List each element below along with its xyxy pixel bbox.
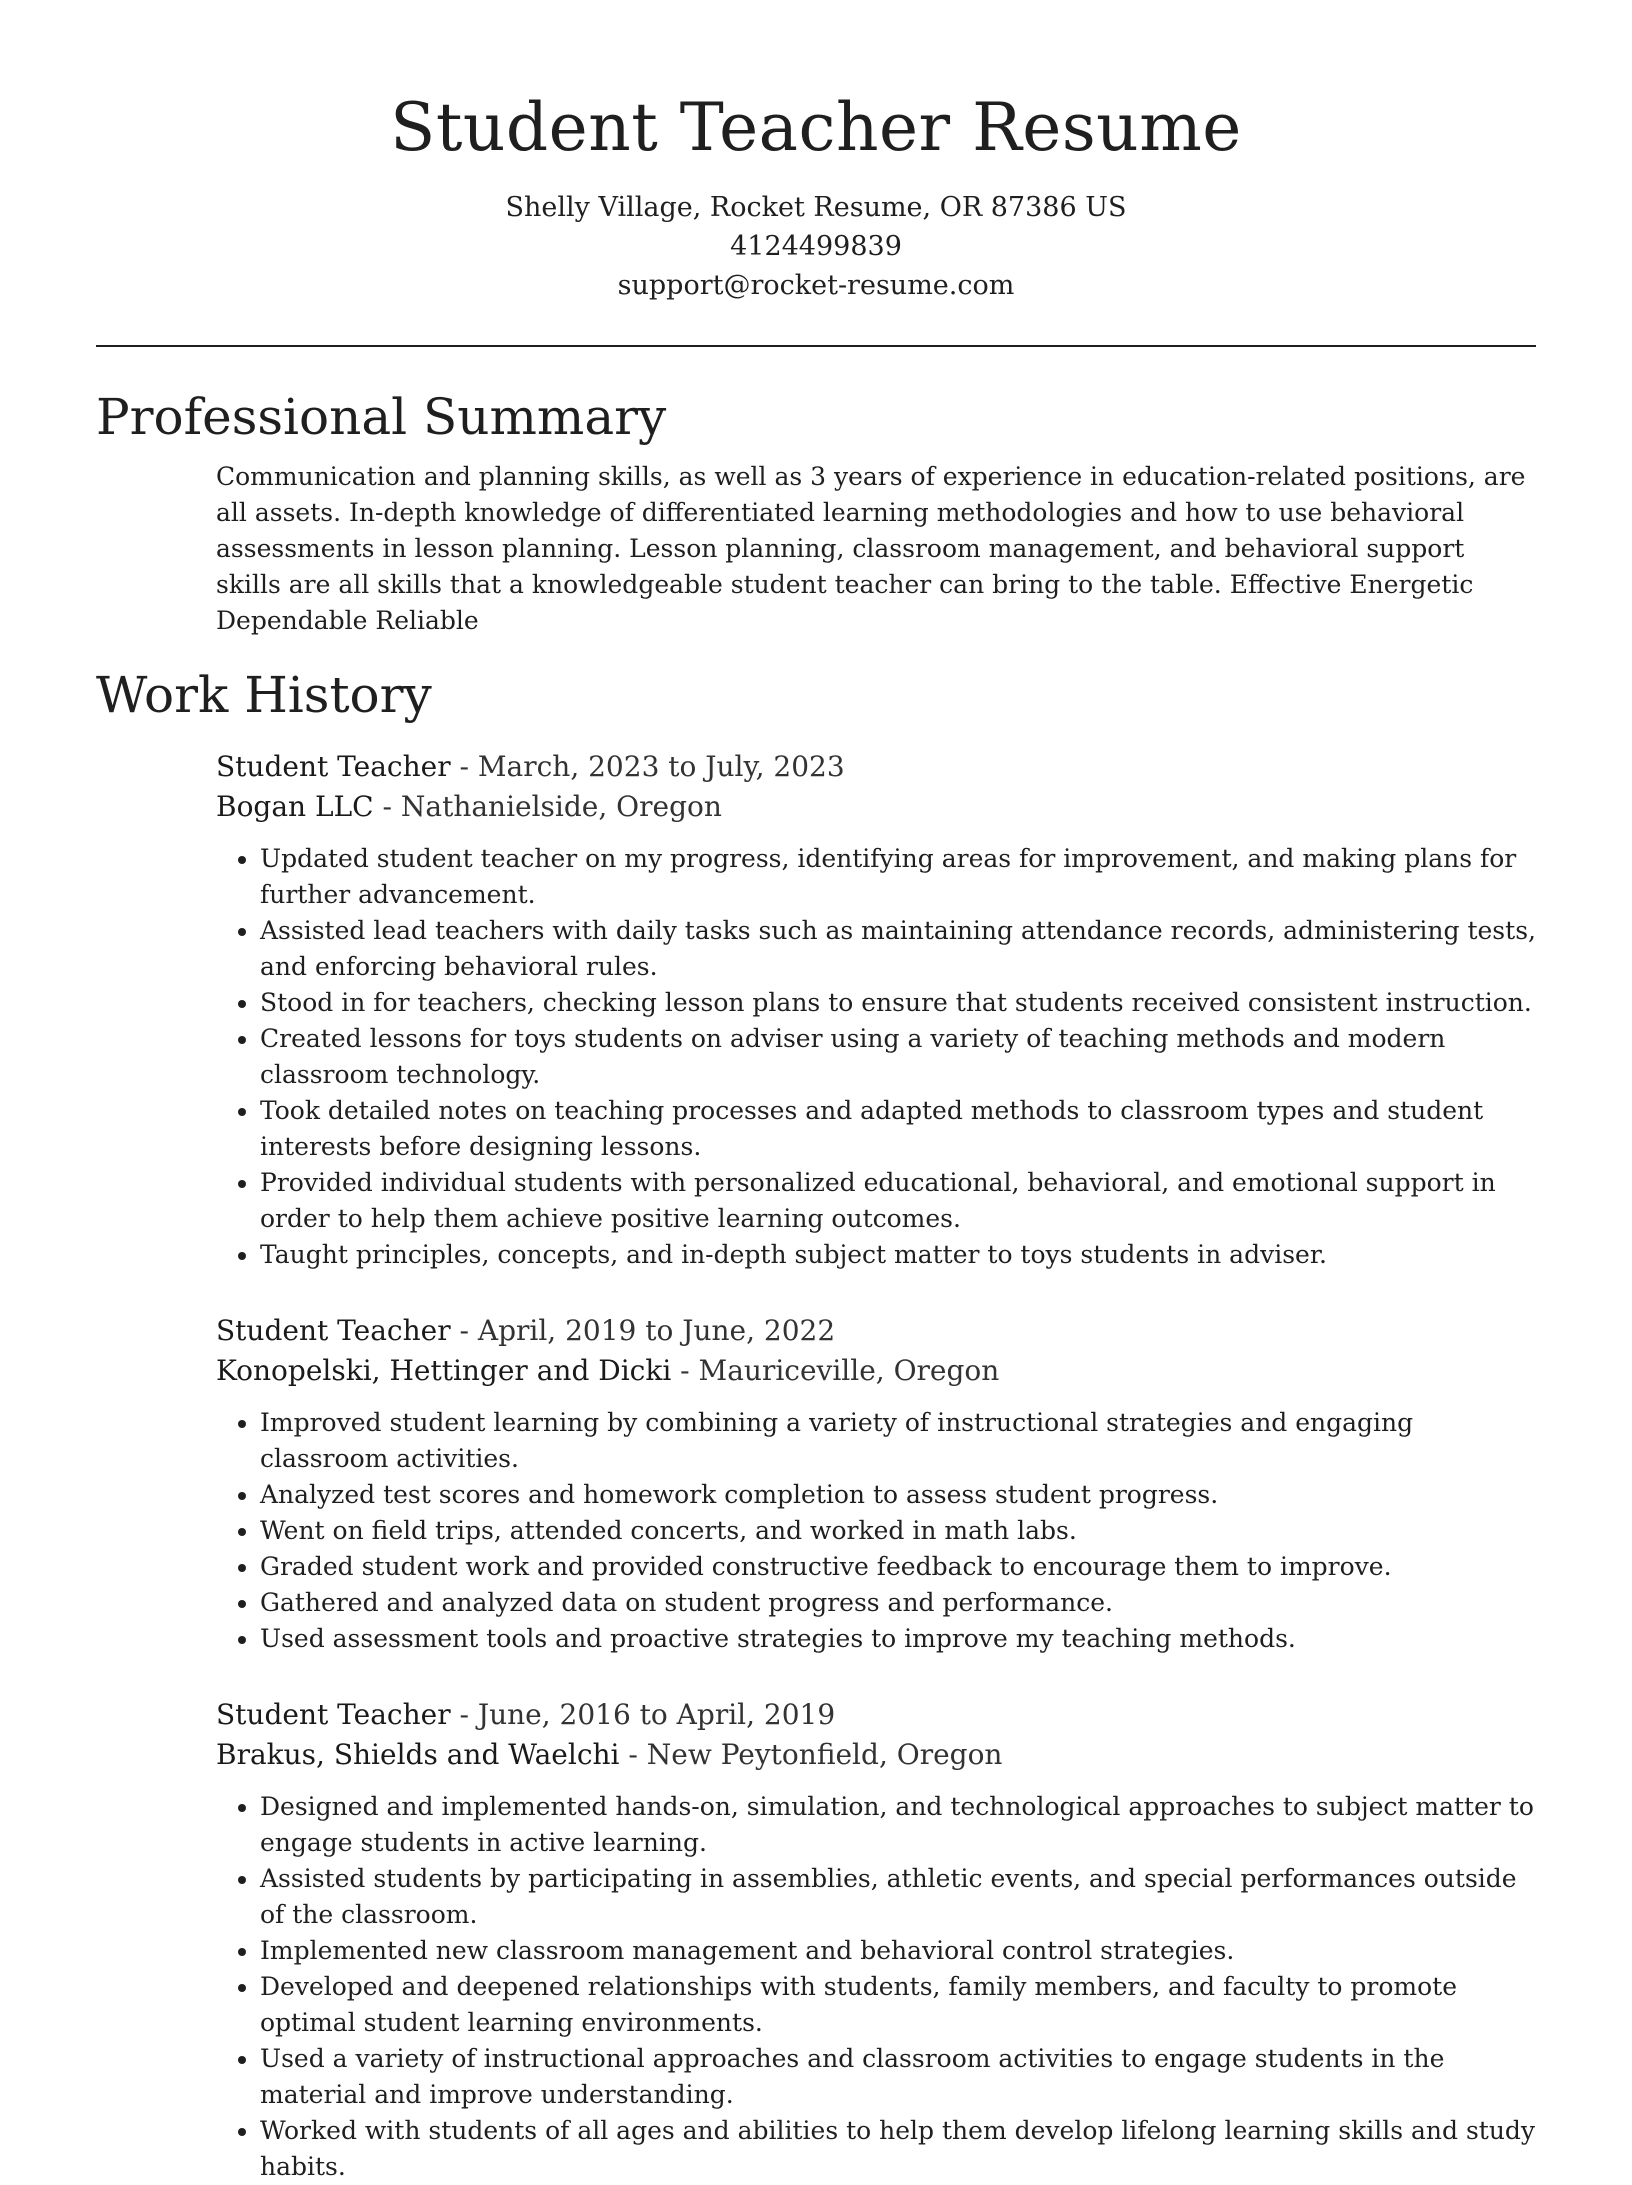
job-bullet: • Took detailed notes on teaching processes and adapted methods to classroom types and student interests before designing lessons. <box>260 1093 1536 1165</box>
job-bullet: • Designed and implemented hands-on, simulation, and technological approaches to subject matter to engage students in active learning. <box>260 1789 1536 1861</box>
job-location: - New Peytonfield, Oregon <box>619 1738 1003 1771</box>
work-history-heading: Work History <box>96 666 432 724</box>
job-bullet: • Taught principles, concepts, and in-depth subject matter to toys students in adviser. <box>260 1237 1536 1273</box>
job-dates: - June, 2016 to April, 2019 <box>450 1698 836 1731</box>
contact-block <box>96 188 1536 305</box>
job-bullet: • Used assessment tools and proactive strategies to improve my teaching methods. <box>260 1621 1536 1657</box>
summary-heading: Professional Summary <box>96 388 667 446</box>
job-company: Brakus, Shields and Waelchi <box>216 1738 620 1771</box>
job-bullet: • Graded student work and provided constructive feedback to encourage them to improve. <box>260 1549 1536 1585</box>
job-bullet: • Used a variety of instructional approaches and classroom activities to engage students in the material and improve understanding. <box>260 2041 1536 2113</box>
job-role: Student Teacher <box>216 750 451 783</box>
job-title-line <box>216 1311 1536 1351</box>
job-location: - Nathanielside, Oregon <box>373 790 722 823</box>
resume-header <box>96 0 1536 305</box>
work-history-list <box>216 747 1536 2185</box>
job-bullets <box>216 841 1536 1273</box>
job-bullet: • Assisted lead teachers with daily tasks such as maintaining attendance records, administering tests, and enforcing behavioral rules. <box>260 913 1536 985</box>
job-company: Konopelski, Hettinger and Dicki <box>216 1354 672 1387</box>
job-title-line <box>216 747 1536 787</box>
job-bullet: • Improved student learning by combining a variety of instructional strategies and engaging classroom activities. <box>260 1405 1536 1477</box>
job-bullet: • Worked with students of all ages and abilities to help them develop lifelong learning skills and study habits. <box>260 2113 1536 2185</box>
job-bullet: • Updated student teacher on my progress, identifying areas for improvement, and making plans for further advancement. <box>260 841 1536 913</box>
job-bullet: • Implemented new classroom management and behavioral control strategies. <box>260 1933 1536 1969</box>
job-bullet: • Went on field trips, attended concerts, and worked in math labs. <box>260 1513 1536 1549</box>
job-dates: - April, 2019 to June, 2022 <box>450 1314 836 1347</box>
job-bullet: • Gathered and analyzed data on student progress and performance. <box>260 1585 1536 1621</box>
header-divider <box>96 345 1536 347</box>
job-role: Student Teacher <box>216 1698 451 1731</box>
contact-address: Shelly Village, Rocket Resume, OR 87386 US <box>505 192 1127 223</box>
job-role: Student Teacher <box>216 1314 451 1347</box>
job-company-line <box>216 787 1536 827</box>
job-bullet: • Assisted students by participating in assemblies, athletic events, and special performances outside of the classroom. <box>260 1861 1536 1933</box>
job-bullet: • Provided individual students with personalized educational, behavioral, and emotional support in order to help them achieve positive learning outcomes. <box>260 1165 1536 1237</box>
job-title-line <box>216 1695 1536 1735</box>
job-company-line <box>216 1735 1536 1775</box>
resume-title: Student Teacher Resume <box>390 89 1242 166</box>
job-company: Bogan LLC <box>216 790 374 823</box>
job-entry <box>216 747 1536 1273</box>
resume-page <box>96 0 1536 2185</box>
job-bullet: • Stood in for teachers, checking lesson plans to ensure that students received consistent instruction. <box>260 985 1536 1021</box>
job-entry <box>216 1311 1536 1657</box>
contact-email: support@rocket-resume.com <box>617 270 1015 301</box>
contact-phone: 4124499839 <box>730 231 902 262</box>
job-bullet: • Analyzed test scores and homework completion to assess student progress. <box>260 1477 1536 1513</box>
job-bullet: • Developed and deepened relationships with students, family members, and faculty to promote optimal student learning environments. <box>260 1969 1536 2041</box>
summary-text: Communication and planning skills, as well as 3 years of experience in education-related positions, are all assets. In-depth knowledge of differentiated learning methodologies and how to use behavioral assessments in lesson planning. Lesson planning, classroom management, and behavioral support skills are all skills that a knowledgeable student teacher can bring to the table. Effective Energetic Dependable Reliable <box>216 462 1526 635</box>
job-company-line <box>216 1351 1536 1391</box>
job-dates: - March, 2023 to July, 2023 <box>450 750 845 783</box>
job-bullets <box>216 1789 1536 2185</box>
job-bullets <box>216 1405 1536 1657</box>
job-bullet: • Created lessons for toys students on adviser using a variety of teaching methods and modern classroom technology. <box>260 1021 1536 1093</box>
job-location: - Mauriceville, Oregon <box>671 1354 1000 1387</box>
